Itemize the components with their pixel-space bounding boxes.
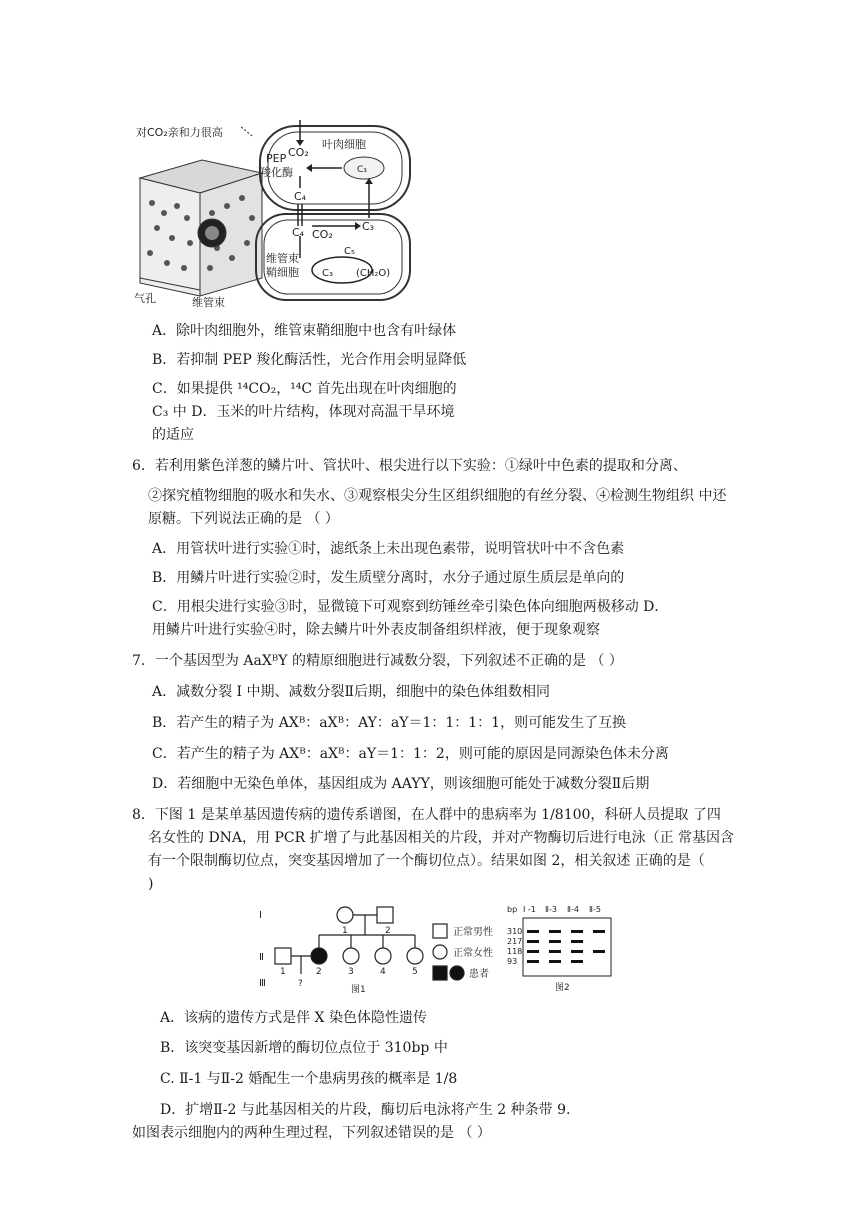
ch2o-label: (CH₂O) (356, 268, 391, 279)
q8-option-a: A．该病的遗传方式是伴 X 染色体隐性遗传 (160, 1010, 427, 1026)
figure2-caption: 图2 (555, 983, 570, 993)
mesophyll-label: 叶肉细胞 (322, 138, 366, 151)
gel-band (593, 950, 605, 953)
gel-band (527, 950, 539, 953)
gel-size-217: 217 (507, 937, 523, 946)
gel-frame (523, 918, 611, 976)
legend-normal-female: 正常女性 (453, 948, 493, 959)
q7-option-b: B．若产生的精子为 AXᴮ：aXᴮ：AY：aY＝1：1：1：1，则可能发生了互换 (152, 715, 627, 731)
bundle-sheath-label-1: 维管束 (266, 252, 299, 265)
gel-band (549, 930, 561, 933)
stoma-label: 气孔 (134, 292, 156, 305)
gel-band (571, 960, 583, 963)
gel-band (571, 940, 583, 943)
q8-option-d: D．扩增Ⅱ-2 与此基因相关的片段，酶切后电泳将产生 2 种条带 9. (160, 1102, 571, 1118)
q7-option-a: A．减数分裂 I 中期、减数分裂Ⅱ后期，细胞中的染色体组数相同 (152, 684, 551, 700)
gen-III-label: Ⅲ (259, 978, 266, 989)
q6-option-c-line2: 用鳞片叶进行实验④时，除去鳞片叶外表皮制备组织样液，便于现象观察 (152, 622, 600, 638)
gel-lane-1-label: I -1 (523, 905, 536, 914)
gel-band (549, 940, 561, 943)
gel-band (571, 930, 583, 933)
gel-band (571, 950, 583, 953)
q8-stem-line1: 8．下图 1 是某单基因遗传病的遗传系谱图，在人群中的患病率为 1/8100，科研人员提取 了四 (132, 807, 721, 823)
gen-II-label: Ⅱ (259, 952, 264, 963)
gen2-member-2: 2 (316, 967, 322, 977)
gel-size-118: 118 (507, 947, 523, 956)
c4-leaf-diagram (132, 118, 422, 308)
gel-band (549, 960, 561, 963)
q6-stem-line3: 原糖。下列说法正确的是 （ ） (148, 511, 339, 527)
gen1-member-2: 2 (385, 926, 391, 936)
gel-size-93: 93 (507, 957, 518, 966)
c5-label: C₅ (344, 246, 355, 257)
q6-option-a: A．用管状叶进行实验①时，滤纸条上未出现色素带，说明管状叶中不含色素 (152, 541, 625, 557)
gen2-member-1: 1 (280, 967, 286, 977)
gel-band (527, 940, 539, 943)
gel-lane-2-label: Ⅱ-3 (545, 905, 557, 914)
q5-option-b: B．若抑制 PEP 羧化酶活性，光合作用会明显降低 (152, 352, 467, 368)
gel-band (593, 930, 605, 933)
q6-option-b: B．用鳞片叶进行实验②时，发生质壁分离时，水分子通过原生质层是单向的 (152, 570, 625, 586)
q6-stem-line2: ②探究植物细胞的吸水和失水、③观察根尖分生区组织细胞的有丝分裂、④检测生物组织 中还 (148, 488, 727, 504)
q8-option-b: B．该突变基因新增的酶切位点位于 310bp 中 (160, 1040, 448, 1056)
c4-upper-label: C₄ (294, 190, 307, 203)
c3-cycle-label: C₃ (322, 268, 333, 279)
q5-option-c-line3: 的适应 (152, 427, 194, 443)
q5-option-a: A．除叶肉细胞外，维管束鞘细胞中也含有叶绿体 (152, 323, 457, 339)
q8-stem-line2: 名女性的 DNA，用 PCR 扩增了与此基因相关的片段，并对产物酶切后进行电泳（正 常基因含 (148, 830, 735, 846)
gel-band (549, 950, 561, 953)
carboxylase-label: 羧化酶 (260, 166, 293, 179)
q6-option-c-line1: C．用根尖进行实验③时，显微镜下可观察到纺锤丝牵引染色体向细胞两极移动 D． (152, 599, 669, 615)
c3-right-label: C₃ (362, 220, 375, 233)
c4-lower-label: C₄ (292, 226, 305, 239)
pedigree-chart (255, 900, 518, 995)
pep-label: PEP (266, 152, 287, 165)
q7-option-d: D．若细胞中无染色单体，基因组成为 AAYY，则该细胞可能处于减数分裂Ⅱ后期 (152, 776, 650, 792)
bundle-sheath-label-2: 鞘细胞 (266, 266, 299, 279)
vascular-label: 维管束 (192, 296, 225, 308)
gen-I-label: I (259, 910, 262, 921)
gen2-member-3: 3 (348, 967, 354, 977)
q9-stem: 如图表示细胞内的两种生理过程，下列叙述错误的是 （ ） (132, 1125, 491, 1141)
co2-top-label: CO₂ (288, 146, 309, 159)
q8-stem-line3: 有一个限制酶切位点，突变基因增加了一个酶切位点）。结果如图 2，相关叙述 正确的是（ (148, 853, 705, 869)
gel-band (527, 930, 539, 933)
gen3-unknown: ? (298, 979, 303, 989)
q7-stem: 7．一个基因型为 AaXᴮY 的精原细胞进行减数分裂，下列叙述不正确的是 （ ） (132, 653, 623, 669)
gel-band (527, 960, 539, 963)
co2-affinity-label: 对CO₂亲和力很高 (136, 126, 223, 139)
q7-option-c: C．若产生的精子为 AXᴮ：aXᴮ：aY＝1：1：2，则可能的原因是同源染色体未分离 (152, 746, 669, 762)
q8-stem-line4: ) (148, 876, 154, 892)
gel-size-310: 310 (507, 927, 523, 936)
gel-bp-header: bp (507, 905, 518, 914)
figure1-caption: 图1 (351, 985, 366, 995)
q5-option-c-line1: C．如果提供 ¹⁴CO₂，¹⁴C 首先出现在叶肉细胞的 (152, 381, 457, 397)
co2-mid-label: CO₂ (312, 228, 333, 241)
gel-lane-3-label: Ⅱ-4 (567, 905, 579, 914)
gen2-member-5: 5 (412, 967, 418, 977)
gel-lane-4-label: Ⅱ-5 (589, 905, 601, 914)
legend-normal-male: 正常男性 (453, 927, 493, 938)
q6-stem-line1: 6．若利用紫色洋葱的鳞片叶、管状叶、根尖进行以下实验：①绿叶中色素的提取和分离、 (132, 458, 687, 474)
q8-option-c: C. Ⅱ-1 与Ⅱ-2 婚配生一个患病男孩的概率是 1/8 (160, 1071, 458, 1087)
gen1-member-1: 1 (342, 926, 348, 936)
q5-option-c-line2: C₃ 中 D．玉米的叶片结构，体现对高温干旱环境 (152, 404, 455, 420)
c3-top-label: C₃ (357, 165, 367, 175)
gen2-member-4: 4 (380, 967, 386, 977)
legend-affected: 患者 (469, 969, 489, 980)
gel-electrophoresis (505, 900, 615, 995)
leaf-tissue-illustration (140, 160, 262, 296)
